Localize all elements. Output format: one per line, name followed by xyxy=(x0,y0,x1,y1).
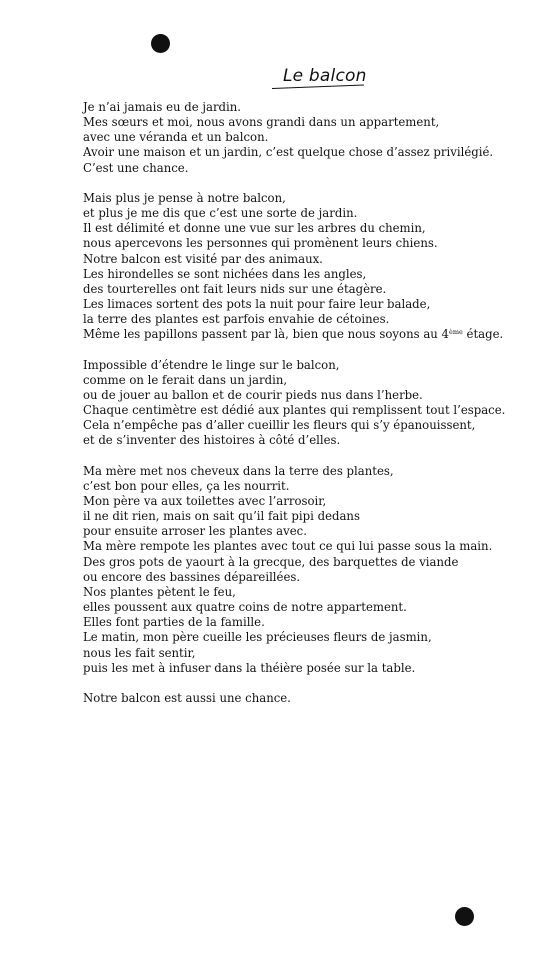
poem-line: ou de jouer au ballon et de courir pieds nus dans l’herbe. xyxy=(83,387,423,402)
poem-line: Le matin, mon père cueille les précieuses fleurs de jasmin, xyxy=(83,630,432,645)
poem-line: Mes sœurs et moi, nous avons grandi dans un appartement, xyxy=(83,115,440,130)
poem-line: Mon père va aux toilettes avec l’arrosoir, xyxy=(83,494,327,509)
poem-line: comme on le ferait dans un jardin, xyxy=(83,372,288,387)
poem-line: Des gros pots de yaourt à la grecque, des barquettes de viande xyxy=(83,554,459,569)
stanza xyxy=(83,691,523,706)
poem-line: c’est bon pour elles, ça les nourrit. xyxy=(83,478,290,493)
stanza xyxy=(83,100,523,176)
poem-line: puis les met à infuser dans la théière posée sur la table. xyxy=(83,660,416,675)
poem-line: nous les fait sentir, xyxy=(83,645,196,660)
poem-line: Nos plantes pètent le feu, xyxy=(83,584,236,599)
poem-line: et plus je me dis que c’est une sorte de jardin. xyxy=(83,206,358,221)
poem-body xyxy=(83,100,523,721)
stanza xyxy=(83,191,523,343)
poem-line: Notre balcon est visité par des animaux. xyxy=(83,251,323,266)
poem-line: Avoir une maison et un jardin, c’est quelque chose d’assez privilégié. xyxy=(83,145,494,160)
poem-line: Mais plus je pense à notre balcon, xyxy=(83,190,286,205)
poem-line: Notre balcon est aussi une chance. xyxy=(83,691,291,706)
poem-line-text: étage. xyxy=(462,327,504,342)
poem-line: Ma mère met nos cheveux dans la terre des plantes, xyxy=(83,463,394,478)
poem-line: Chaque centimètre est dédié aux plantes qui remplissent tout l’espace. xyxy=(83,403,506,418)
poem-line: Les hirondelles se sont nichées dans les angles, xyxy=(83,266,367,281)
poem-line-text: Même les papillons passent par là, bien que nous soyons au 4 xyxy=(83,327,449,342)
poem-line: Les limaces sortent des pots la nuit pour faire leur balade, xyxy=(83,297,431,312)
stanza xyxy=(83,464,523,676)
poem-line: pour ensuite arroser les plantes avec. xyxy=(83,524,307,539)
poem-line: Je n’ai jamais eu de jardin. xyxy=(83,100,241,114)
poem-line: Cela n’empêche pas d’aller cueillir les fleurs qui s’y épanouissent, xyxy=(83,418,476,433)
poem-line: et de s’inventer des histoires à côté d’elles. xyxy=(83,433,341,448)
poem-line: nous apercevons les personnes qui promènent leurs chiens. xyxy=(83,236,438,251)
poem-line: elles poussent aux quatre coins de notre appartement. xyxy=(83,600,407,615)
page-title: Le balcon xyxy=(283,66,367,86)
stanza xyxy=(83,358,523,449)
poem-line: ou encore des bassines dépareillées. xyxy=(83,569,301,584)
poem-line: Elles font parties de la famille. xyxy=(83,615,265,630)
poem-line: des tourterelles ont fait leurs nids sur une étagère. xyxy=(83,281,387,296)
bullet-dot-bottom xyxy=(455,907,474,926)
poem-line: avec une véranda et un balcon. xyxy=(83,130,269,145)
poem-line: la terre des plantes est parfois envahie de cétoines. xyxy=(83,312,390,327)
bullet-dot-top xyxy=(151,34,170,53)
poem-line xyxy=(83,327,523,342)
poem-line: C’est une chance. xyxy=(83,160,189,175)
ordinal-superscript: ème xyxy=(448,328,463,337)
poem-line: Il est délimité et donne une vue sur les arbres du chemin, xyxy=(83,221,426,236)
poem-line: il ne dit rien, mais on sait qu’il fait pipi dedans xyxy=(83,509,360,524)
poem-line: Ma mère rempote les plantes avec tout ce qui lui passe sous la main. xyxy=(83,539,493,554)
poem-line: Impossible d’étendre le linge sur le balcon, xyxy=(83,357,340,372)
